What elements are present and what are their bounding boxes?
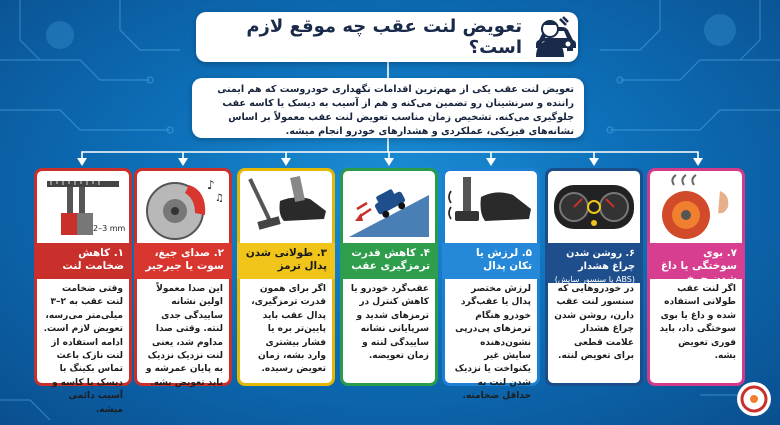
sign-desc-4: عقب‌گرد خودرو یا کاهش کنترل در ترمزهای شدید و سرپایانی نشانه ساییدگی لنته و زمان تعویضه. [350,284,429,362]
sign-title-4: ۴. کاهش قدرت ترمزگیری عقب [340,243,438,279]
title-banner [196,12,578,62]
thickness-annotation: 2–3 mm [93,224,126,233]
sign-desc-1: وقتی ضخامت لنت عقب به ۲–۳ میلی‌متر می‌رسه، تعویض لازم است. ادامه استفاده از لنت نازک باعث تماس بکینگ با دیسک یا کاسه و آسیب دائمی میشه. [43,284,123,415]
hot-wheel-smell-icon [650,171,742,243]
sign-title-6 [545,243,643,283]
sign-title-6-main: ۶. روشن شدن چراغ هشدار [566,248,635,272]
sign-card-6 [545,168,643,386]
sign-desc-3: اگر برای همون قدرت ترمزگیری، پدال عقب باید پایین‌تر بره یا فشار بیشتری وارد بشه، زمان تعویض رسیده. [251,284,326,375]
sign-card-3 [237,168,335,386]
brake-disc-noise-icon [137,171,229,243]
sign-desc-6: در خودروهایی که سنسور لنت عقب دارن، روشن شدن چراغ هشدار علامت قطعی برای تعویض لنته. [554,284,634,362]
sign-title-5: ۵. لرزش یا تکان پدال [442,243,540,279]
sign-title-6-sub: (ABS یا سنسور سایش) [554,275,635,284]
sign-desc-2: این صدا معمولاً اولین نشانه ساییدگی جدی لنته. وقتی صدا مداوم شد، یعنی لنت نزدیک نزدیک به پایان عمرشه و باید تعویض بشه. [145,284,223,388]
sign-card-4 [340,168,438,386]
intro-text: تعویض لنت عقب یکی از مهم‌ترین اقدامات نگهداری خودروست که هم ایمنی راننده و سرنشینان رو تضمین می‌کنه و هم از آسیب به دیسک یا کاسه عقب جلوگیری می‌کنه. تشخیص زمان مناسب تعویض لنت عقب معمولاً بر اساس نشانه‌های فیزیکی، عملکردی و هشدارهای خودرو انجام میشه. [192,78,584,138]
sign-card-7 [647,168,745,386]
car-slope-icon [343,171,435,243]
svg-text:♫: ♫ [215,193,224,204]
brand-logo [736,381,772,417]
sign-title-3: ۳. طولانی شدن پدال ترمز [237,243,335,279]
sign-desc-5: لرزش مختصر پدال یا عقب‌گرد خودرو هنگام ترمزهای پی‌درپی نشون‌دهنده سایش غیر یکنواخت یا نزدیک شدن لنت به حداقل ضخامته. [454,284,531,402]
svg-text:♪: ♪ [207,178,215,192]
sign-card-2 [134,168,232,386]
mechanic-icon [530,15,570,59]
sign-card-1 [34,168,132,415]
sign-card-5 [442,168,540,402]
dashboard-warning-icon [548,171,640,243]
sign-title-2: ۲. صدای جیغ، سوت یا جیرجیر [134,243,232,279]
foot-pedal-icon [240,171,332,243]
sign-title-1: ۱. کاهش ضخامت لنت [34,243,132,279]
pedal-vibration-icon [445,171,537,243]
sign-title-7: ۷. بوی سوختگی یا داغ شدن چرخ [647,243,745,279]
sign-desc-7: اگر لنت عقب طولانی استفاده شده و داغ یا بوی سوختگی داد، باید فوری تعویض بشه. [659,284,736,362]
page-title: تعویض لنت عقب چه موقع لازم است؟ [246,16,522,58]
